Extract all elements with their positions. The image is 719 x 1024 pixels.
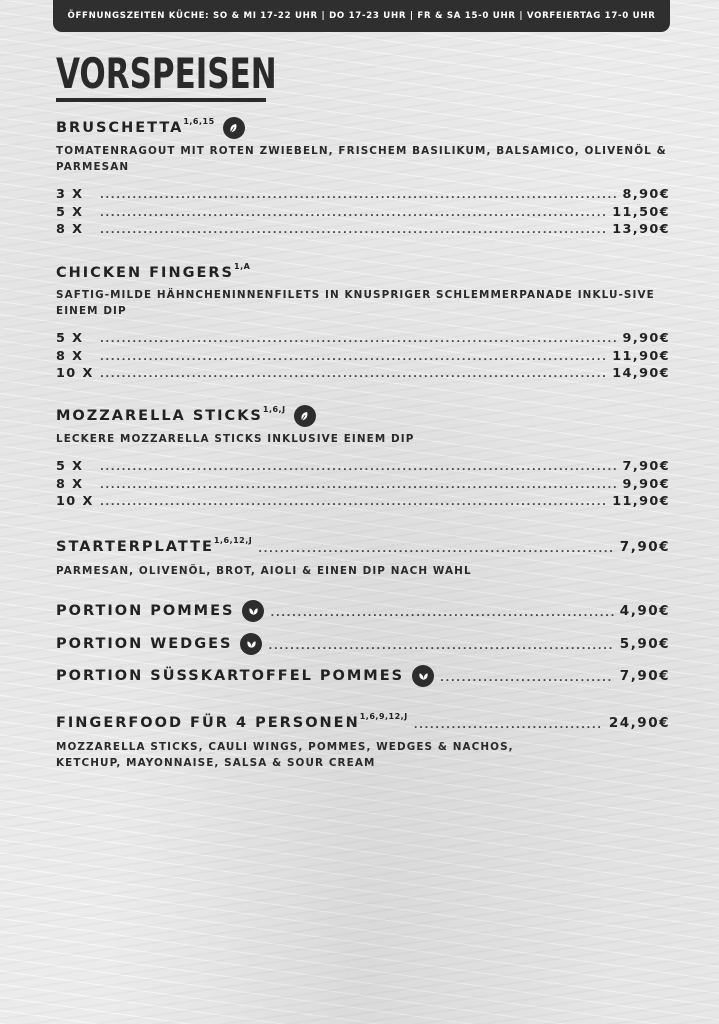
menu-item-portion-pommes [56, 600, 670, 622]
price-row: 5 X ..... 9,90€ [56, 331, 670, 349]
item-description: SAFTIG-MILDE HÄHNCHENINNENFILETS IN KNUSPRIGER SCHLEMMERPANADE INKLU-SIVE EINEM DIP [56, 289, 655, 317]
dot-leader [100, 206, 606, 223]
allergen-codes: 1,6,J [262, 405, 286, 414]
dot-leader [100, 478, 617, 495]
dot-leader [100, 188, 617, 205]
item-name: PORTION POMMES [56, 603, 235, 619]
item-description: TOMATENRAGOUT MIT ROTEN ZWIEBELN, FRISCHEM BASILIKUM, BALSAMICO, OLIVENÖL & PARMESAN [56, 145, 667, 173]
item-price: 24,90€ [608, 715, 670, 731]
menu-item-portion-wedges [56, 633, 670, 655]
item-price: 5,90€ [619, 636, 670, 652]
menu-item-mozzarella-sticks [56, 405, 670, 512]
allergen-codes: 1,A [234, 262, 251, 271]
item-description: MOZZARELLA STICKS, CAULI WINGS, POMMES, WEDGES & NACHOS, KETCHUP, MAYONNAISE, SALSA & SOUR CREAM [56, 741, 514, 769]
price-row: 5 X ..... 7,90€ [56, 459, 670, 477]
vegetarian-leaf-icon [223, 117, 245, 139]
price-row: 8 X ..... 11,90€ [56, 349, 670, 367]
dot-leader [100, 495, 606, 512]
item-description: LECKERE MOZZARELLA STICKS INKLUSIVE EINEM DIP [56, 433, 415, 445]
price-row: 3 X ..... 8,90€ [56, 187, 670, 205]
menu-item-portion-suesskartoffel-pommes [56, 665, 670, 687]
price-list [56, 331, 670, 384]
menu-item-bruschetta [56, 117, 670, 240]
dot-leader [414, 716, 603, 736]
price-list [56, 187, 670, 240]
dot-leader [100, 367, 606, 384]
menu-item-fingerfood [56, 713, 670, 771]
vegan-leaves-icon [412, 665, 434, 687]
item-name: MOZZARELLA STICKS $^{1,6,J}$ [56, 405, 670, 427]
dot-leader [100, 460, 617, 477]
price-row: 5 X ..... 11,50€ [56, 205, 670, 223]
item-name: BRUSCHETTA $^{1,6,15}$ [56, 117, 670, 139]
price-row: 10 X ..... 11,90€ [56, 494, 670, 512]
item-name: FINGERFOOD FÜR 4 PERSONEN [56, 715, 360, 731]
price-row: 8 X ..... 9,90€ [56, 477, 670, 495]
item-price: 7,90€ [619, 668, 670, 684]
dot-leader [268, 637, 613, 657]
price-list [56, 459, 670, 512]
opening-hours-text: ÖFFNUNGSZEITEN KÜCHE: SO & MI 17-22 UHR | DO 17-23 UHR | FR & SA 15-0 UHR | VORFEIERTAG 17-0 UHR [67, 11, 656, 21]
vegan-leaves-icon [240, 633, 262, 655]
menu-item-starterplatte [56, 537, 670, 579]
price-row: 8 X ..... 13,90€ [56, 222, 670, 240]
vegan-leaves-icon [242, 600, 264, 622]
dot-leader [270, 604, 613, 624]
title-underline [56, 98, 266, 102]
allergen-codes: 1,6,12,J [213, 536, 253, 545]
opening-hours-bar [53, 0, 670, 32]
vegetarian-leaf-icon [294, 405, 316, 427]
dot-leader [440, 669, 614, 689]
page-title: VORSPEISEN [56, 49, 277, 98]
item-name-row: STARTERPLATTE $^{1,6,12,J}$ ..... 7,90€ [56, 537, 670, 557]
item-price: 7,90€ [619, 539, 670, 555]
allergen-codes: 1,6,9,12,J [359, 712, 408, 721]
dot-leader [258, 540, 614, 560]
dot-leader [100, 223, 606, 240]
item-name: CHICKEN FINGERS $^{1,A}$ [56, 263, 670, 283]
item-description: PARMESAN, OLIVENÖL, BROT, AIOLI & EINEN DIP NACH WAHL [56, 565, 472, 577]
item-name: PORTION WEDGES [56, 636, 233, 652]
dot-leader [100, 332, 617, 349]
item-price: 4,90€ [619, 603, 670, 619]
dot-leader [100, 350, 606, 367]
price-row: 10 X ..... 14,90€ [56, 366, 670, 384]
allergen-codes: 1,6,15 [183, 117, 215, 126]
item-name: PORTION SÜSSKARTOFFEL POMMES [56, 668, 405, 684]
menu-item-chicken-fingers [56, 263, 670, 384]
